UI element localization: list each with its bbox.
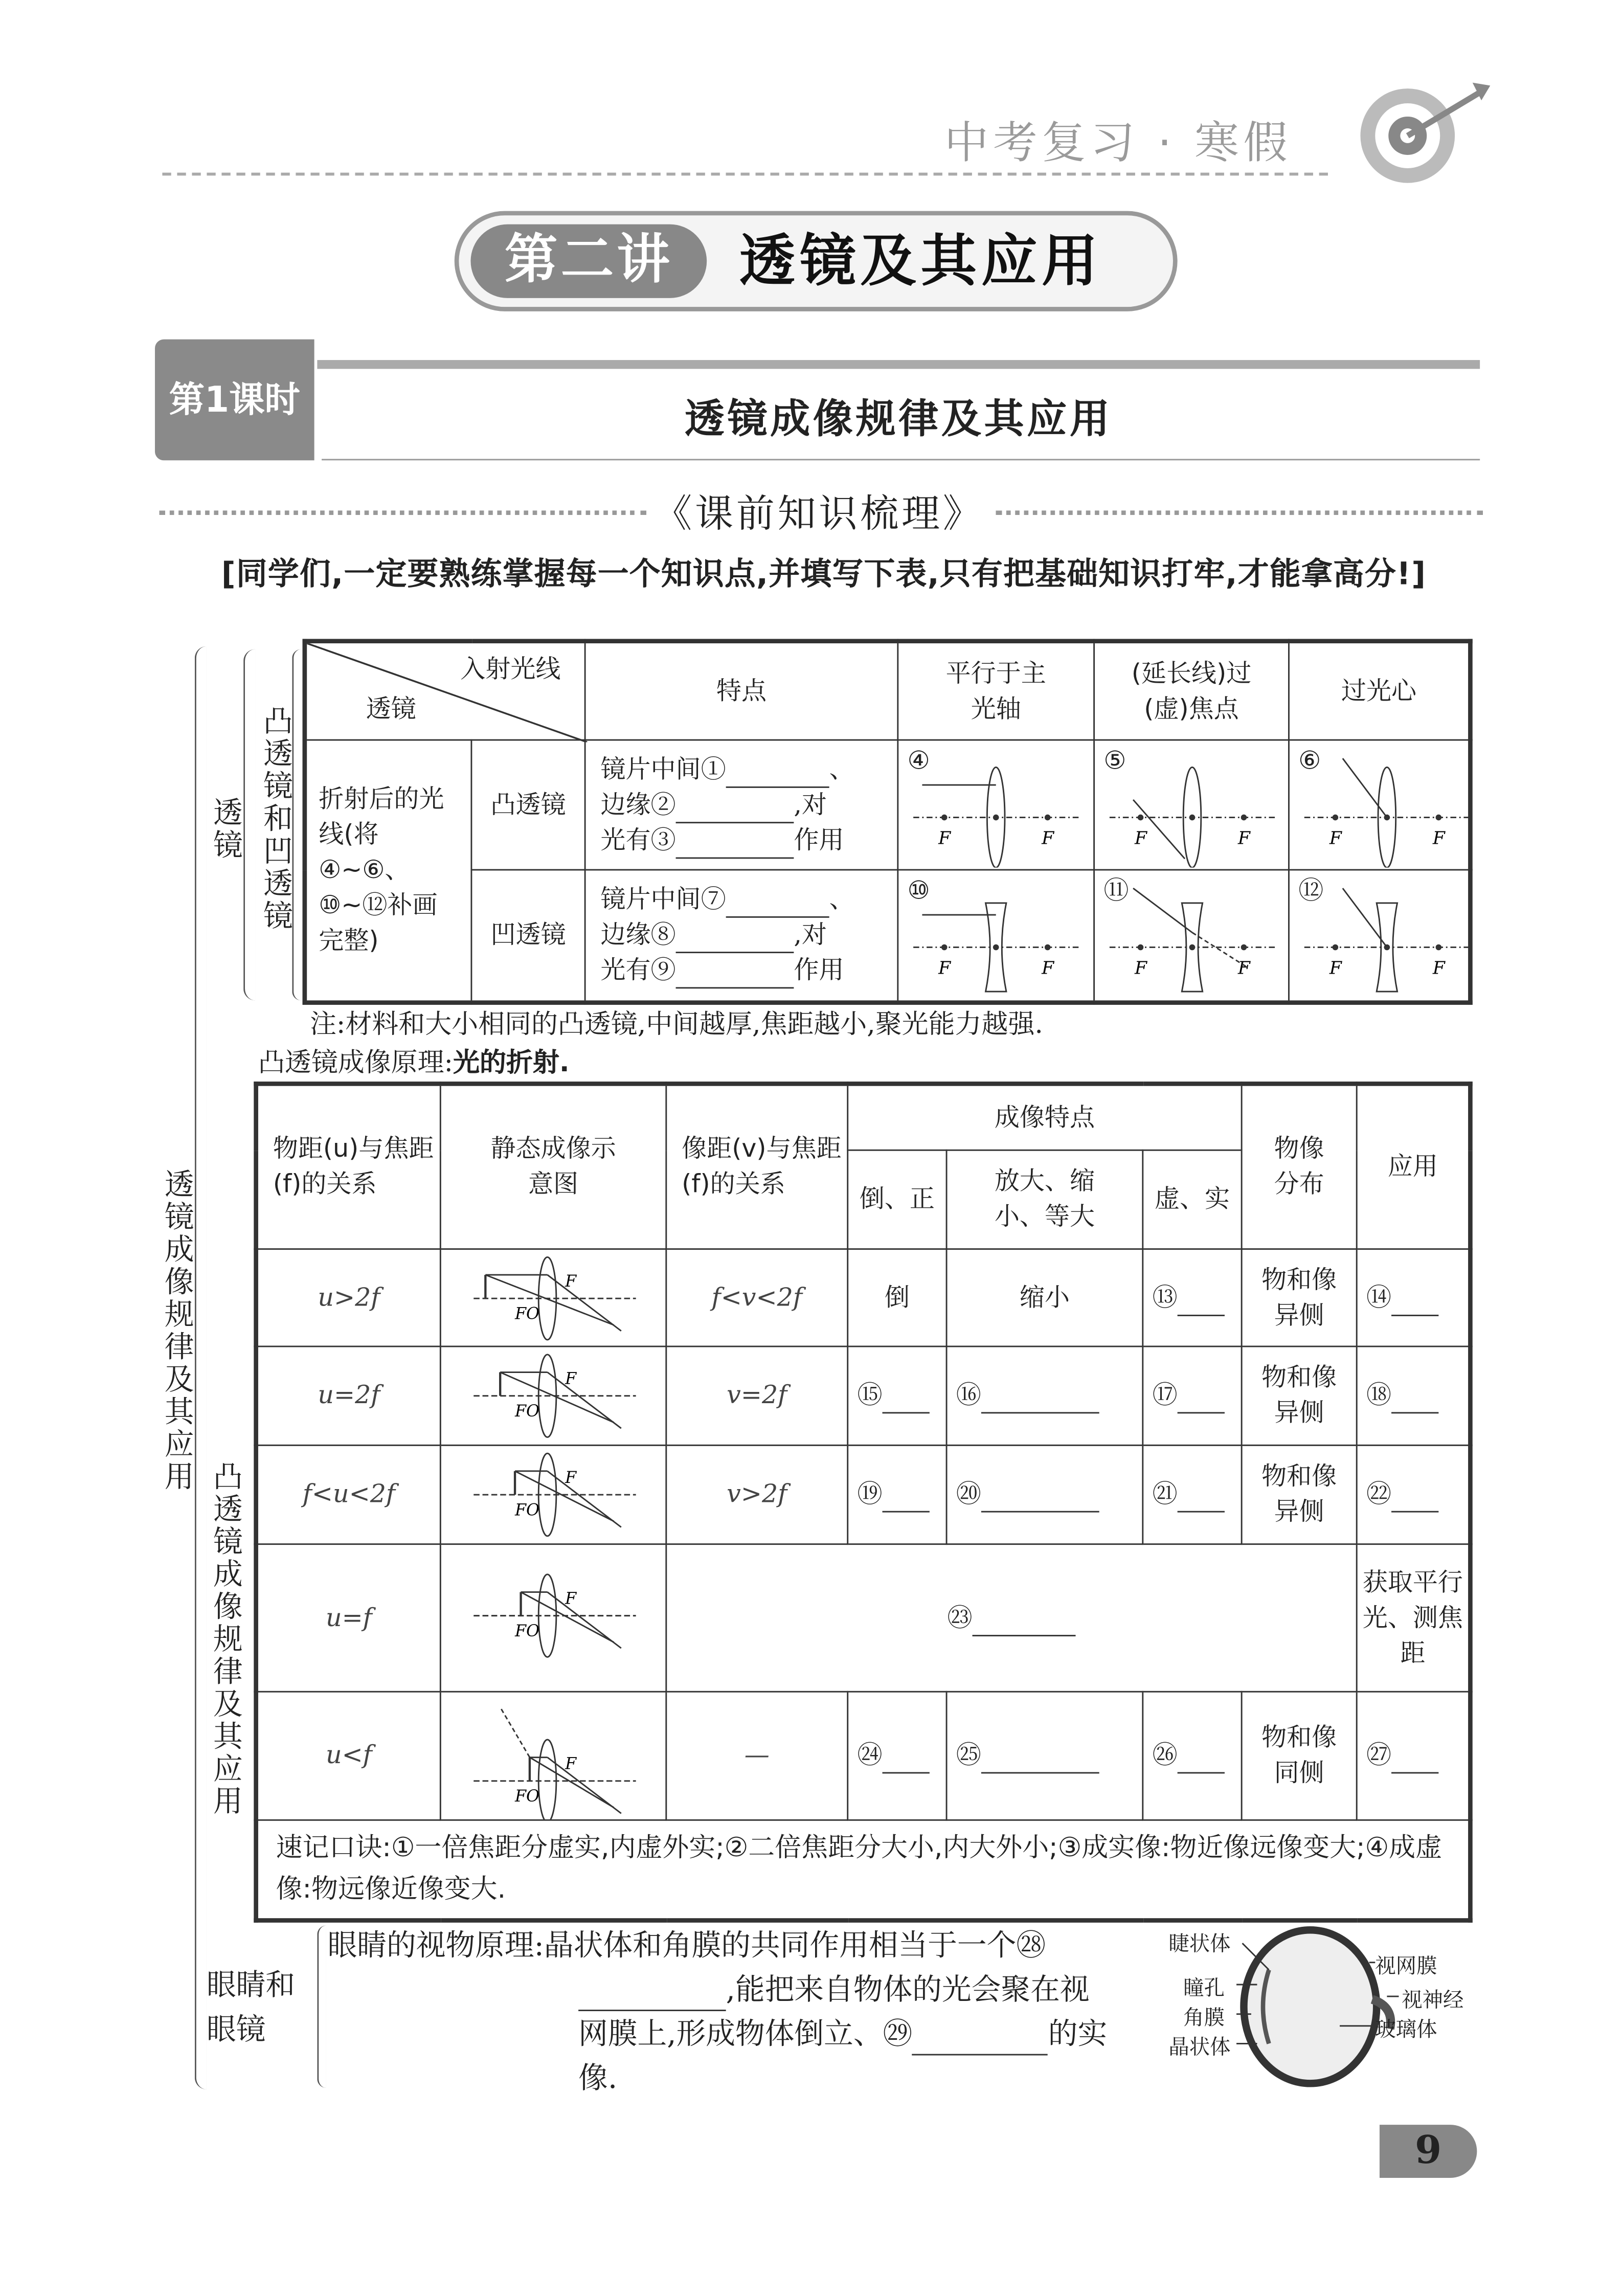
svg-text:F: F [1432, 958, 1445, 979]
blank[interactable] [981, 1387, 1099, 1413]
u-relation: u>2f [256, 1249, 441, 1346]
table-row [256, 1346, 1471, 1445]
side-label-lens: 透镜 [208, 797, 244, 862]
section-divider-left [160, 510, 646, 515]
svg-text:FO: FO [515, 1787, 540, 1806]
svg-text:F: F [1432, 828, 1445, 849]
svg-text:F: F [565, 1369, 577, 1388]
principle: 凸透镜成像原理:光的折射. [258, 1047, 570, 1079]
row-group-label: 折射后的光线(将④~⑥、⑩~⑫补画完整) [305, 740, 471, 1003]
blank[interactable] [1178, 1747, 1225, 1773]
diagram-cell[interactable]: ④ F F [898, 740, 1094, 870]
blank[interactable] [883, 1747, 930, 1773]
lens-table [303, 639, 1473, 1005]
blank[interactable] [676, 962, 794, 988]
page-number: 9 [1380, 2125, 1477, 2178]
blank[interactable] [676, 927, 794, 953]
blank[interactable] [578, 1985, 726, 2011]
table-row [256, 1544, 1471, 1692]
section-divider-right [996, 510, 1483, 515]
svg-text:F: F [938, 958, 951, 979]
imaging-diagram [440, 1544, 666, 1692]
blank[interactable] [1391, 1747, 1438, 1773]
eye-label: 玻璃体 [1375, 2018, 1437, 2042]
header-v: 像距(v)与焦距(f)的关系 [666, 1084, 848, 1249]
imaging-table [254, 1082, 1472, 1923]
side-label-eye: 眼睛和眼镜 [206, 1967, 296, 2047]
feature-cell: 镜片中间① 、 边缘② ,对 光有③ 作用 [585, 740, 898, 870]
blank[interactable] [1178, 1289, 1225, 1315]
header-cell: (延长线)过(虚)焦点 [1094, 641, 1289, 740]
u-relation: f<u<2f [256, 1445, 441, 1544]
eye-label: 瞳孔 [1183, 1977, 1225, 2001]
svg-text:F: F [1237, 828, 1250, 849]
header-u: 物距(u)与焦距(f)的关系 [256, 1084, 441, 1249]
distribution: 物和像异侧 [1242, 1249, 1357, 1346]
svg-text:F: F [565, 1468, 577, 1487]
answer-cell[interactable]: ⑳ [946, 1445, 1143, 1544]
chapter-title: 透镜及其应用 [739, 229, 1102, 294]
lesson-bar [317, 360, 1480, 369]
answer-cell[interactable]: ㉑ [1143, 1445, 1242, 1544]
answer-cell[interactable]: ⑯ [946, 1346, 1143, 1445]
eye-label: 睫状体 [1168, 1933, 1231, 1957]
answer-cell[interactable]: ⑮ [848, 1346, 946, 1445]
blank[interactable] [981, 1747, 1099, 1773]
svg-text:F: F [1329, 958, 1342, 979]
svg-text:F: F [1042, 828, 1054, 849]
answer-cell[interactable]: ⑭ [1357, 1249, 1470, 1346]
svg-text:F: F [565, 1754, 577, 1773]
chapter-title-box [455, 211, 1178, 311]
answer-cell[interactable]: ⑰ [1143, 1346, 1242, 1445]
eye-brace [317, 1926, 326, 2088]
v-relation: — [666, 1692, 848, 1820]
v-relation: v>2f [666, 1445, 848, 1544]
blank[interactable] [973, 1609, 1076, 1636]
header-type: 虚、实 [1143, 1150, 1242, 1249]
section-title: 《课前知识梳理》 [653, 492, 984, 537]
diagram-cell[interactable]: ⑩ F F [898, 870, 1094, 1003]
distribution: 物和像异侧 [1242, 1445, 1357, 1544]
lesson-title: 透镜成像规律及其应用 [684, 397, 1113, 443]
svg-text:F: F [565, 1272, 577, 1291]
blank[interactable] [981, 1486, 1099, 1513]
diag-top: 入射光线 [460, 655, 561, 685]
header-cell: 特点 [585, 641, 898, 740]
answer-cell[interactable]: ㉗ [1357, 1692, 1470, 1820]
orientation: 倒 [848, 1249, 946, 1346]
lesson-label: 第1课时 [155, 340, 314, 461]
eye-label: 视神经 [1402, 1989, 1464, 2013]
header-cell: 过光心 [1289, 641, 1470, 740]
imaging-diagram [440, 1692, 666, 1820]
imaging-diagram [440, 1445, 666, 1544]
blank[interactable] [883, 1387, 930, 1413]
blank[interactable] [676, 831, 794, 858]
svg-text:F: F [1237, 958, 1250, 979]
svg-text:FO: FO [515, 1304, 540, 1323]
side-label-imaging: 凸透镜成像规律及其应用 [208, 1460, 244, 1818]
distribution: 物和像异侧 [1242, 1346, 1357, 1445]
feature-cell: 镜片中间⑦ 、 边缘⑧ ,对 光有⑨ 作用 [585, 870, 898, 1003]
v-relation: v=2f [666, 1346, 848, 1445]
header-orient: 倒、正 [848, 1150, 946, 1249]
header-divider [162, 173, 1328, 176]
imaging-diagram [440, 1249, 666, 1346]
blank[interactable] [1391, 1387, 1438, 1413]
header-diagram: 静态成像示意图 [440, 1084, 666, 1249]
target-arrow-icon [1355, 77, 1490, 189]
side-label-outer: 透镜成像规律及其应用 [159, 1168, 195, 1494]
u-relation: u=f [256, 1544, 441, 1692]
lesson-divider [322, 459, 1480, 460]
diagram-cell[interactable]: ⑪ F F [1094, 870, 1289, 1003]
size: 缩小 [946, 1249, 1143, 1346]
svg-text:F: F [1134, 828, 1147, 849]
mnemonic: 速记口诀:①一倍焦距分虚实,内虚外实;②二倍焦距分大小,内大外小;③成实像:物近像远像变大;④成虚像:物远像近像变大. [256, 1820, 1471, 1920]
eye-principle: 眼睛的视物原理:晶状体和角膜的共同作用相当于一个㉘ ,能把来自物体的光会聚在视 网膜上,形成物体倒立、㉙ 的实 像. [327, 1927, 1108, 2096]
diagram-cell[interactable]: ⑥ F F [1289, 740, 1470, 870]
blank[interactable] [1178, 1387, 1225, 1413]
chapter-label: 第二讲 [470, 224, 707, 298]
u-relation: u=2f [256, 1346, 441, 1445]
diagonal-header-cell [305, 641, 585, 740]
blank[interactable] [912, 2029, 1048, 2056]
answer-cell[interactable]: ㉔ [848, 1692, 946, 1820]
answer-cell[interactable]: ㉒ [1357, 1445, 1470, 1544]
header-app: 应用 [1357, 1084, 1470, 1249]
eye-label: 视网膜 [1375, 1955, 1437, 1979]
svg-text:F: F [938, 828, 951, 849]
blank[interactable] [726, 760, 829, 787]
svg-text:F: F [565, 1589, 577, 1608]
svg-text:FO: FO [515, 1501, 540, 1520]
side-label-lens-types: 凸透镜和凹透镜 [258, 705, 294, 933]
header-features: 成像特点 [848, 1084, 1242, 1150]
lens-name: 凹透镜 [471, 870, 585, 1003]
eye-label: 角膜 [1183, 2007, 1225, 2031]
u-relation: u<f [256, 1692, 441, 1820]
svg-text:F: F [1329, 828, 1342, 849]
series-title: 中考复习 · 寒假 [944, 118, 1292, 170]
eye-diagram [1166, 1926, 1483, 2088]
lens-name: 凸透镜 [471, 740, 585, 870]
blank[interactable] [1391, 1486, 1438, 1513]
diagram-cell[interactable]: ⑤ F F [1094, 740, 1289, 870]
application: 获取平行光、测焦距 [1357, 1544, 1470, 1692]
header-dist: 物像分布 [1242, 1084, 1357, 1249]
blank[interactable] [1178, 1486, 1225, 1513]
table-row [256, 1445, 1471, 1544]
distribution: 物和像同侧 [1242, 1692, 1357, 1820]
eye-label: 晶状体 [1168, 2036, 1231, 2060]
diag-bottom: 透镜 [366, 695, 416, 725]
blank[interactable] [1391, 1289, 1438, 1315]
svg-text:FO: FO [515, 1622, 540, 1641]
answer-cell[interactable]: ㉖ [1143, 1692, 1242, 1820]
note: 注:材料和大小相同的凸透镜,中间越厚,焦距越小,聚光能力越强. [309, 1009, 1043, 1041]
header-cell: 平行于主光轴 [898, 641, 1094, 740]
answer-cell[interactable]: ㉓ [666, 1544, 1357, 1692]
v-relation: f<v<2f [666, 1249, 848, 1346]
table-row [256, 1249, 1471, 1346]
blank[interactable] [676, 796, 794, 823]
svg-text:F: F [1134, 958, 1147, 979]
svg-text:F: F [1042, 958, 1054, 979]
imaging-diagram [440, 1346, 666, 1445]
table-row [256, 1692, 1471, 1820]
blank[interactable] [883, 1486, 930, 1513]
answer-cell[interactable]: ⑲ [848, 1445, 946, 1544]
answer-cell[interactable]: ㉕ [946, 1692, 1143, 1820]
diagram-cell[interactable]: ⑫ F F [1289, 870, 1470, 1003]
intro-text: [同学们,一定要熟练掌握每一个知识点,并填写下表,只有把基础知识打牢,才能拿高分!] [221, 556, 1427, 592]
svg-text:FO: FO [515, 1402, 540, 1421]
header-size: 放大、缩小、等大 [946, 1150, 1143, 1249]
answer-cell[interactable]: ⑬ [1143, 1249, 1242, 1346]
blank[interactable] [726, 891, 829, 918]
answer-cell[interactable]: ⑱ [1357, 1346, 1470, 1445]
